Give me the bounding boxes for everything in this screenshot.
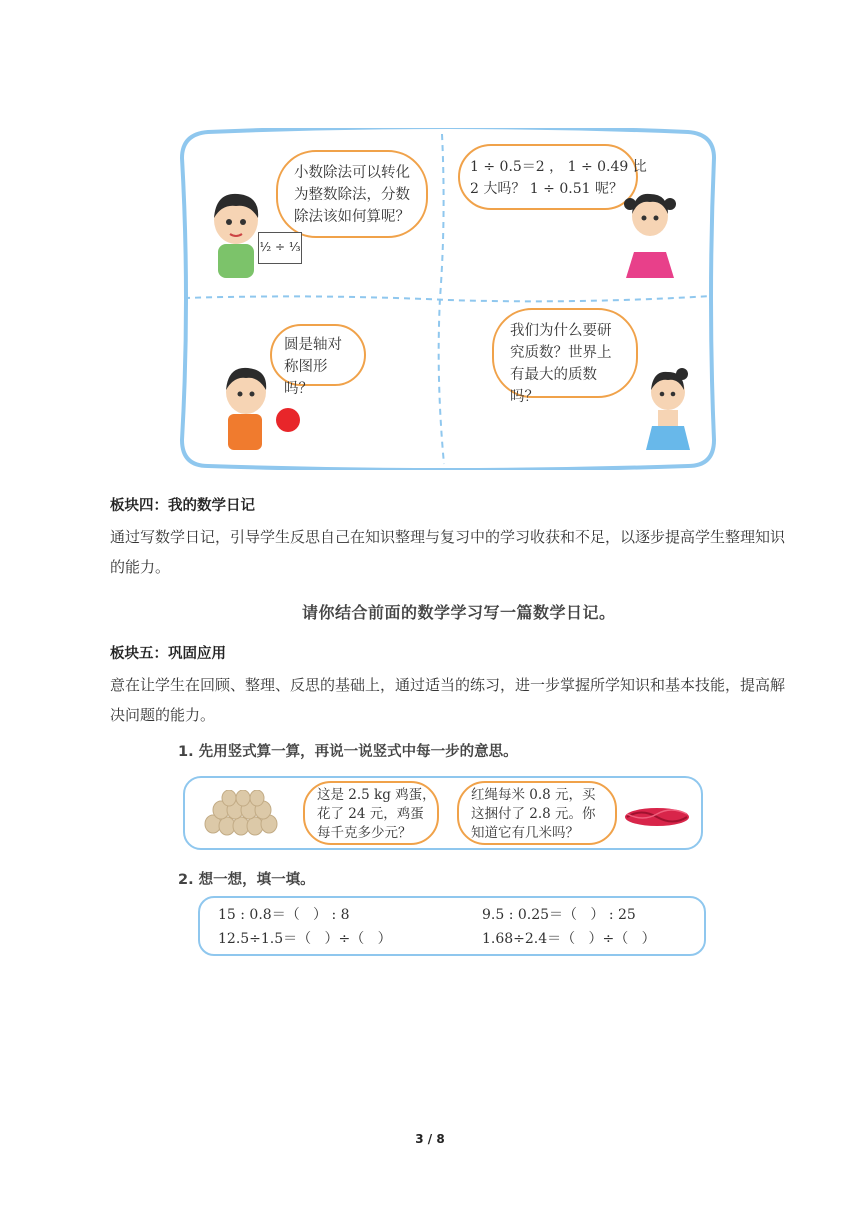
section5-heading: 板块五：巩固应用 bbox=[110, 646, 226, 662]
speech-bubble-prime bbox=[492, 308, 638, 405]
boy-with-ball-illustration bbox=[214, 364, 314, 454]
girl-with-bun-illustration bbox=[638, 366, 700, 458]
exercise1-title: 1. 先用竖式算一算，再说一说竖式中每一步的意思。 bbox=[178, 744, 518, 760]
bubble-line: 知道它有几米吗？ bbox=[471, 825, 579, 841]
speech-bubble-decimal bbox=[458, 144, 647, 210]
fraction-card bbox=[258, 232, 302, 264]
bubble-line: 这是 2.5 kg 鸡蛋， bbox=[317, 787, 436, 803]
fraction-card-text: ½ ÷ ⅓ bbox=[259, 240, 301, 254]
diary-prompt: 请你结合前面的数学学习写一篇数学日记。 bbox=[302, 603, 616, 622]
section4-paragraph-text: 通过写数学日记，引导学生反思自己在知识整理与复习中的学习收获和不足，以逐步提高学生整理知识的能力。 bbox=[110, 528, 786, 576]
bubble-line: 每千克多少元？ bbox=[317, 825, 412, 841]
section4-heading: 板块四：我的数学日记 bbox=[110, 498, 255, 514]
exercise2-title: 2. 想一想，填一填。 bbox=[178, 872, 315, 888]
bubble-line: 花了 24 元，鸡蛋 bbox=[317, 806, 424, 822]
red-ball-icon bbox=[276, 408, 300, 432]
section5-paragraph-text: 意在让学生在回顾、整理、反思的基础上，通过适当的练习，进一步掌握所学知识和基本技能，提高解决问题的能力。 bbox=[110, 676, 786, 724]
rope-question-bubble bbox=[457, 781, 617, 845]
bubble-text: 小数除法可以转化为整数除法，分数除法该如何算呢？ bbox=[294, 165, 410, 225]
red-rope-icon bbox=[621, 804, 693, 830]
speech-bubble-fraction bbox=[276, 150, 428, 238]
bubble-line: 1 ÷ 0.5＝2 ， 1 ÷ 0.49 比 bbox=[470, 159, 647, 175]
eggs-icon bbox=[201, 790, 281, 838]
girl-illustration bbox=[616, 188, 688, 288]
page-number: 3 / 8 bbox=[415, 1132, 445, 1146]
bubble-line: 红绳每米 0.8 元，买 bbox=[471, 787, 596, 803]
bubble-text: 圆是轴对称图形吗？ bbox=[284, 337, 342, 397]
exercise2-item-r1c1: 15 : 0.8＝（ ） : 8 bbox=[218, 907, 350, 923]
exercise1-frame bbox=[183, 776, 703, 850]
exercise2-item-r1c2: 9.5 : 0.25＝（ ） : 25 bbox=[482, 907, 636, 923]
exercise2-item-r2c1: 12.5÷1.5＝（ ）÷（ ） bbox=[218, 931, 392, 947]
section4-paragraph bbox=[110, 522, 790, 582]
bubble-line: 这捆付了 2.8 元。你 bbox=[471, 806, 596, 822]
illustration-panel bbox=[178, 128, 718, 470]
eggs-question-bubble bbox=[303, 781, 439, 845]
bubble-line: 2 大吗？ 1 ÷ 0.51 呢？ bbox=[470, 181, 623, 197]
bubble-text: 我们为什么要研究质数？世界上有最大的质数吗？ bbox=[510, 323, 612, 405]
exercise2-item-r2c2: 1.68÷2.4＝（ ）÷（ ） bbox=[482, 931, 656, 947]
section5-paragraph bbox=[110, 670, 790, 730]
